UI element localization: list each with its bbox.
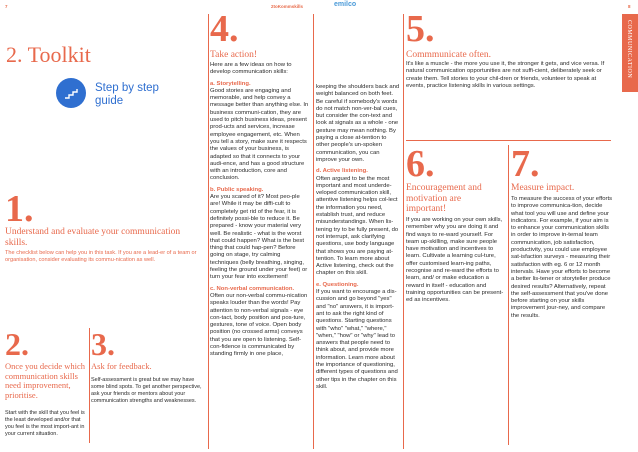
step-2-body: Start with the skill that you feel is the least developed and/or that you feel is the most import-ant in your current situation. [5, 410, 85, 437]
divider [89, 328, 90, 443]
step-6-title: Encouragement and motivation are important! [406, 183, 482, 215]
divider [403, 14, 404, 449]
step-7-number: 7. [511, 143, 540, 185]
divider [208, 14, 209, 449]
step-6-number: 6. [406, 143, 435, 185]
active-listening-heading: d. Active listening. [316, 168, 368, 175]
storytelling-text: Good stories are engaging and memorable, and help convey a message better than anything else. In business communi-cation, they are used to pitch business ideas, present prod-ucts and services, increase employee engagement, etc. When you tell a story, make sure it respects the values of your business, is adapted so that it connects to your audi-ence, and has a good structure with an introduction, core and conclusion. [210, 87, 309, 182]
step-3-number: 3. [91, 326, 115, 362]
page-number-right: 8 [628, 4, 631, 9]
step-4-number: 4. [210, 8, 239, 50]
step-4-title: Take action! [210, 50, 258, 60]
logo [334, 1, 356, 8]
brand-header: 2toKommskills [271, 4, 304, 9]
step-2-title: Once you decide which communication skills need improvement, prioritise. [5, 361, 86, 400]
step-1-body: The checklist below can help you in this task. If you are a lead-er of a team or organisation, consider evaluating its commu-nication as well. [5, 250, 197, 263]
nonverbal-continued: keeping the shoulders back and weight balanced on both feet. Be careful if somebody's words do not match non-ver-bal cues, but consider the con-text and look at signals as a whole - one gesture may mean nothing. By paying a close at-tention to other people's un-spoken communication, you can improve your own. [316, 84, 400, 163]
step-2-number: 2. [5, 326, 29, 362]
step-5-title: Commmunicate often. [406, 50, 491, 60]
step-4-intro: Here are a few ideas on how to develop communication skills: [210, 62, 292, 76]
questioning-text: If you want to encourage a dis-cussion and go beyond "yes" and "no" answers, it is import-ant to ask the right kind of questions. Starting questions with "who" "what," "where," "when," "how" or "why" lead to answers that people need to think about, and provide more information. Learn more about the importance of questioning, different types of questions and other tips in the chapter on this skill. [316, 289, 398, 390]
step-5-body: It's like a muscle - the more you use it, the stronger it gets, and vice versa. If natural communication opportunities are not suffi-cient, deliberately seek or create them. Tell stories to your chil-dren or friends, volunteer to speak at events, practice listening skills in various settings. [406, 61, 605, 89]
step-3-title: Ask for feedback. [91, 361, 152, 371]
storytelling-heading: a. Storytelling. [210, 80, 251, 87]
step-guide-label: Step by step guide [95, 82, 159, 107]
side-tab-label: COMMUNICATION [626, 20, 632, 79]
step-4-body [210, 62, 310, 359]
logo-text: emilco [334, 1, 357, 8]
step-7-title: Measure impact. [511, 183, 575, 193]
page-title: 2. Toolkit [6, 42, 91, 67]
divider [406, 140, 611, 141]
nonverbal-text: Often our non-verbal commu-nication speaks louder than the words! Pay attention to non-verbal signals - eye con-tact, body position and pos-ture, gestures, tone of voice. Open body position (no crossed arms) conveys that you are open to listening. Self-con-fidence is communicated by standing firmly in one place, [210, 292, 308, 358]
step-3-body: Self-assessment is great but we may have some blind spots. To get another perspective, ask your friends or mentors about your communication strengths and weaknesses. [91, 377, 202, 404]
nonverbal-heading: c. Non-verbal communication. [210, 285, 295, 292]
public-speaking-text: Are you scared of it? Most peo-ple are! While it may be diffi-cult to completely get rid of the fear, it is definitely possi-ble to reduce it. Be prepared - know your material very well. Be realistic - what is the worst that could happen? What is the best thing that could hap-pen? Before going on stage, try calming techniques (belly breathing, singing, feeling the ground under your feet) or turn your fear into excitement! [210, 194, 308, 281]
step-1-title: Understand and evaluate your communication skills. [5, 227, 181, 248]
step-1-number: 1. [5, 188, 34, 230]
divider [313, 14, 314, 449]
stairs-icon [56, 78, 86, 108]
side-tab [622, 14, 638, 92]
questioning-heading: e. Questioning. [316, 281, 359, 288]
public-speaking-heading: b. Public speaking. [210, 186, 264, 193]
active-listening-text: Often argued to be the most important and most underde-veloped communication skill, attentive listening helps col-lect the information you need, establish trust, and reduce misunderstandings. When lis-tening try to be fully present, do not interrupt, ask clarifying questions, use body language that shows you are paying at-tention. To learn more about Active listening, check out the chapter on this skill. [316, 175, 399, 277]
column-3-text [316, 84, 401, 391]
page-number-left: 7 [5, 4, 8, 9]
step-6-body: If you are working on your own skills, remember why you are doing it and find ways to re-ward yourself. For team up-skilling, make sure people have motivation and incentives to learn. Cultivate a learning cul-ture, offer customised learn-ing paths, recognise and re-ward the efforts to learn, and/ or make education a reward in itself - education and training opportunities can be present-ed as incentives. [406, 217, 504, 304]
step-7-body: To measure the success of your efforts to improve communica-tion, decide what tool you will use and define your indicators. For example, if your aim is to enhance your communication skills in order to improve in-ternal team communication, job satisfaction, productivity, you could use employee sat-isfaction surveys - measuring their satisfaction with eg. 6 or 12 month intervals. Have your efforts to become a better lis-tener or storyteller produce desired results? Alternatively, repeat the self-assessment that you've done before starting on your skills improvement jour-ney, and compare the results. [511, 196, 613, 319]
divider [508, 145, 509, 445]
step-5-number: 5. [406, 8, 435, 50]
